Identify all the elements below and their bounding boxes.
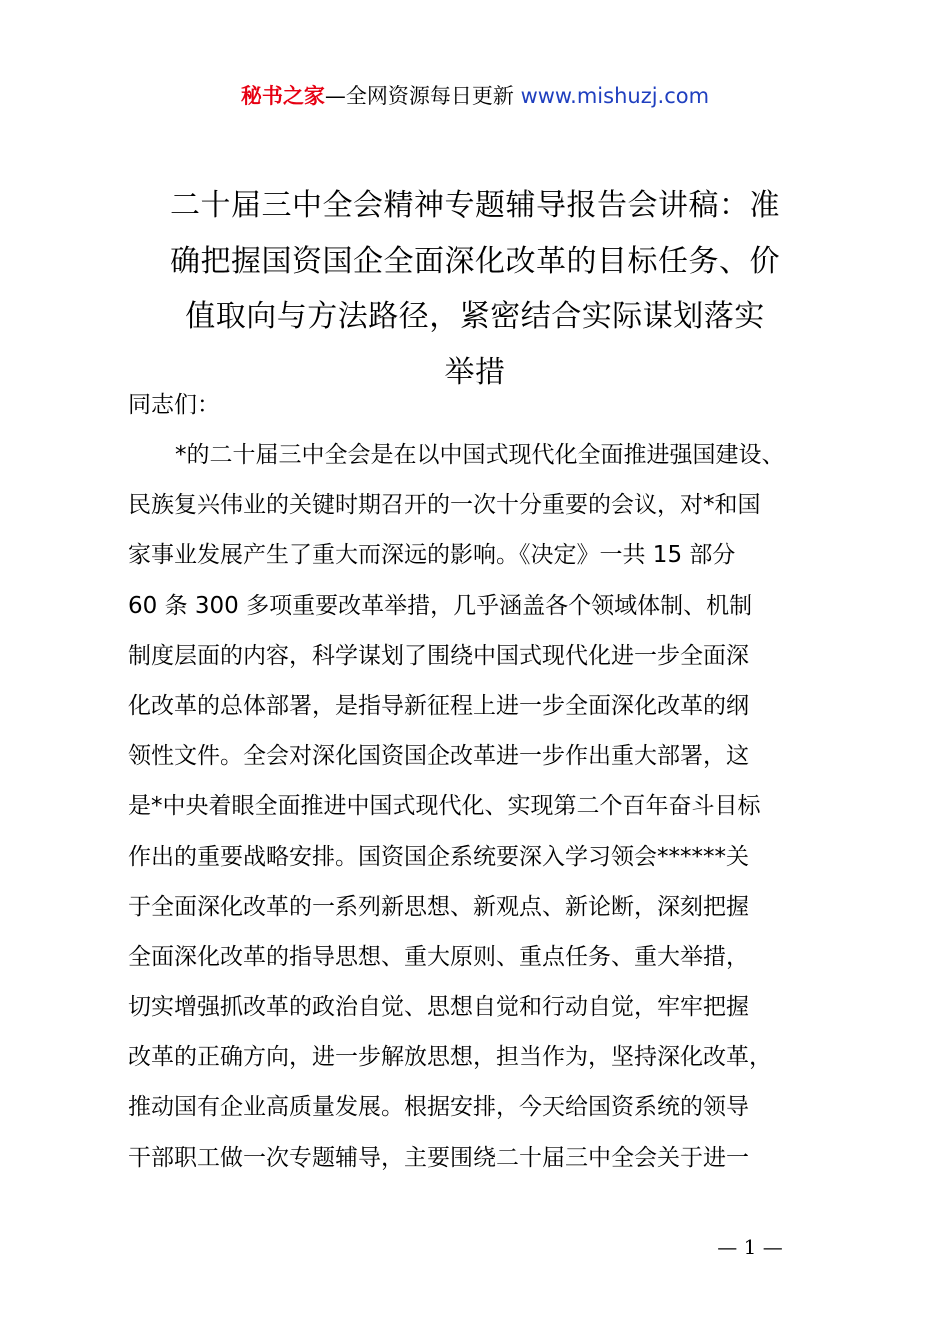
title-line: 确把握国资国企全面深化改革的目标任务、价 — [170, 243, 780, 279]
site-slogan: —全网资源每日更新 — [324, 84, 521, 108]
paragraph-line: 推动国有企业高质量发展。根据安排，今天给国资系统的领导 — [128, 1094, 749, 1121]
title-line: 举措 — [444, 354, 506, 390]
paragraph-line: *的二十届三中全会是在以中国式现代化全面推进强国建设、 — [175, 442, 785, 468]
page-number: — 1 — — [717, 1235, 783, 1259]
document-title — [110, 178, 840, 400]
paragraph-line: 领性文件。全会对深化国资国企改革进一步作出重大部署，这 — [128, 743, 749, 770]
paragraph-line: 于全面深化改革的一系列新思想、新观点、新论断，深刻把握 — [128, 893, 749, 920]
paragraph-line: 60 条 300 多项重要改革举措，几乎涵盖各个领域体制、机制 — [128, 592, 753, 619]
paragraph-line: 化改革的总体部署，是指导新征程上进一步全面深化改革的纲 — [128, 692, 749, 719]
title-line: 二十届三中全会精神专题辅导报告会讲稿：准 — [170, 188, 780, 223]
paragraph-line: 民族复兴伟业的关键时期召开的一次十分重要的会议，对*和国 — [128, 492, 761, 519]
paragraph-line: 是*中央着眼全面推进中国式现代化、实现第二个百年奋斗目标 — [128, 793, 761, 820]
site-header — [0, 80, 950, 112]
salutation: 同志们： — [128, 392, 220, 418]
paragraph-line: 改革的正确方向，进一步解放思想，担当作为，坚持深化改革， — [128, 1044, 772, 1071]
paragraph-line: 家事业发展产生了重大而深远的影响。《决定》一共 15 部分 — [128, 542, 736, 569]
body-paragraph — [128, 430, 858, 1183]
paragraph-line: 作出的重要战略安排。国资国企系统要深入学习领会******关 — [128, 843, 749, 870]
paragraph-line: 切实增强抓改革的政治自觉、思想自觉和行动自觉，牢牢把握 — [128, 994, 749, 1021]
brand-name: 秘书之家 — [240, 84, 325, 108]
site-url-link[interactable]: www.mishuzj.com — [520, 84, 710, 108]
title-line: 值取向与方法路径，紧密结合实际谋划落实 — [185, 299, 765, 334]
paragraph-line: 全面深化改革的指导思想、重大原则、重点任务、重大举措， — [128, 943, 749, 970]
paragraph-line: 制度层面的内容，科学谋划了围绕中国式现代化进一步全面深 — [128, 642, 749, 669]
paragraph-line: 干部职工做一次专题辅导，主要围绕二十届三中全会关于进一 — [128, 1144, 749, 1171]
